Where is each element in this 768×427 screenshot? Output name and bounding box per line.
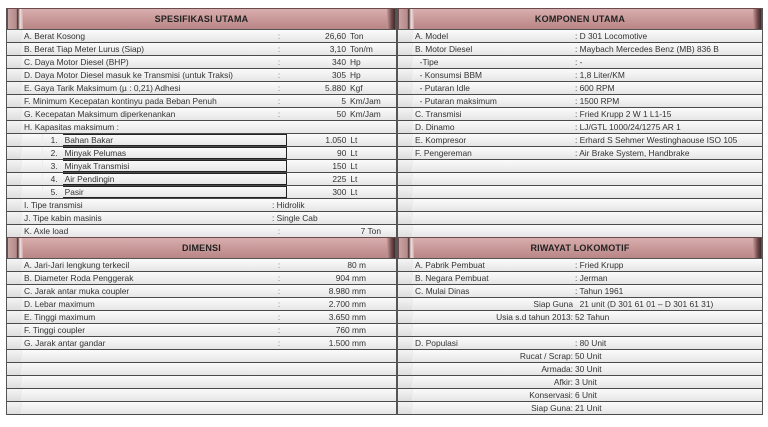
colon — [272, 376, 286, 388]
row-stub — [398, 324, 413, 336]
row-stub — [7, 389, 22, 401]
dimensi-value: 8.980 mm — [328, 286, 366, 296]
spec-label: J. Tipe kabin masinis — [24, 213, 102, 223]
dimensi-label: A. Jari-Jari lengkung terkecil — [24, 260, 130, 270]
komponen-value: : - — [575, 57, 583, 67]
dimensi-title: DIMENSI — [182, 243, 221, 253]
riwayat-value: : Tahun 1961 — [575, 286, 624, 296]
komponen-row — [398, 108, 762, 121]
row-stub — [7, 56, 22, 68]
riwayat-value: 30 Unit — [575, 364, 602, 374]
dimensi-row — [7, 363, 396, 376]
riwayat-label — [413, 324, 575, 336]
spec-unit: Hp — [350, 70, 361, 80]
komponen-row — [398, 160, 762, 173]
komponen-label: - Putaran maksimum — [415, 96, 497, 106]
komponen-label: C. Transmisi — [415, 109, 462, 119]
komponen-title: KOMPONEN UTAMA — [534, 14, 626, 24]
komponen-value: : 1500 RPM — [575, 96, 620, 106]
komponen-value: : 1,8 Liter/KM — [575, 70, 625, 80]
capacity-value: 1.050 — [325, 135, 347, 145]
spec-unit: Ton — [350, 31, 364, 41]
row-stub — [398, 56, 413, 68]
riwayat-value: 21 unit (D 301 61 01 – D 301 61 31) — [575, 299, 714, 309]
row-stub — [398, 363, 413, 375]
capacity-row — [7, 147, 396, 160]
row-stub — [398, 376, 413, 388]
row-stub — [7, 363, 22, 375]
spec-label: H. Kapasitas maksimum : — [24, 122, 119, 132]
colon: : — [277, 57, 281, 67]
spesifikasi-panel — [6, 8, 397, 238]
komponen-row — [398, 30, 762, 43]
row-stub — [398, 199, 413, 211]
capacity-row — [7, 173, 396, 186]
komponen-row — [398, 69, 762, 82]
dimensi-label: E. Tinggi maximum — [24, 312, 96, 322]
colon: : — [277, 44, 281, 54]
capacity-unit: Lt — [350, 187, 358, 197]
dimensi-row — [7, 272, 396, 285]
row-stub — [7, 147, 22, 159]
komponen-value — [575, 212, 755, 224]
dimensi-row — [7, 350, 396, 363]
colon: : — [277, 96, 281, 106]
spec-unit: Hp — [350, 57, 361, 67]
komponen-label: A. Model — [415, 31, 449, 41]
komponen-row — [398, 121, 762, 134]
colon: : — [277, 312, 281, 322]
spec-label: E. Gaya Tarik Maksimum (µ : 0,21) Adhesi — [24, 83, 181, 93]
dimensi-label — [22, 389, 272, 401]
spec-label: A. Berat Kosong — [24, 31, 85, 41]
komponen-value: : LJ/GTL 1000/24/1275 AR 1 — [575, 122, 681, 132]
spec-row — [7, 69, 396, 82]
header-cap-right — [387, 238, 395, 258]
riwayat-value: 52 Tahun — [575, 312, 610, 322]
row-stub — [7, 212, 22, 224]
capacity-value: 90 — [337, 148, 347, 158]
header-cap-right — [387, 9, 395, 29]
riwayat-row — [398, 363, 762, 376]
capacity-label: Minyak Pelumas — [63, 147, 287, 159]
spec-label: B. Berat Tiap Meter Lurus (Siap) — [24, 44, 145, 54]
komponen-row — [398, 147, 762, 160]
row-stub — [398, 134, 413, 146]
header-cap-right — [753, 9, 761, 29]
komponen-row — [398, 95, 762, 108]
row-stub — [7, 186, 22, 198]
spec-value: 3,10 — [329, 44, 346, 54]
row-stub — [7, 173, 22, 185]
riwayat-label: Siap Guna: — [531, 403, 573, 413]
spesifikasi-header — [7, 8, 396, 30]
spec-row — [7, 30, 396, 43]
row-stub — [7, 298, 22, 310]
colon — [272, 121, 286, 133]
dimensi-panel — [6, 237, 397, 415]
dimensi-label — [22, 376, 272, 388]
komponen-label — [413, 212, 575, 224]
dimensi-row — [7, 389, 396, 402]
row-stub — [398, 311, 413, 323]
komponen-header — [398, 8, 762, 30]
row-stub — [398, 225, 413, 237]
capacity-label: Air Pendingin — [63, 173, 287, 185]
row-stub — [398, 212, 413, 224]
spec-label: F. Minimum Kecepatan kontinyu pada Beban Penuh — [24, 96, 217, 106]
riwayat-panel — [397, 237, 763, 415]
row-stub — [22, 147, 43, 159]
riwayat-row — [398, 337, 762, 350]
riwayat-row — [398, 311, 762, 324]
row-stub — [398, 259, 413, 271]
riwayat-row — [398, 285, 762, 298]
spec-value: : Single Cab — [272, 213, 318, 223]
row-stub — [7, 134, 22, 146]
riwayat-value: 6 Unit — [575, 390, 597, 400]
row-stub — [398, 298, 413, 310]
row-stub — [7, 199, 22, 211]
spec-label: G. Kecepatan Maksimum diperkenankan — [24, 109, 176, 119]
riwayat-value — [575, 324, 755, 336]
row-stub — [7, 324, 22, 336]
dimensi-label: F. Tinggi coupler — [24, 325, 85, 335]
colon — [272, 363, 286, 375]
komponen-row — [398, 43, 762, 56]
riwayat-label: Siap Guna — [533, 299, 573, 309]
dimensi-value: 80 m — [347, 260, 366, 270]
row-stub — [398, 285, 413, 297]
spec-row — [7, 95, 396, 108]
riwayat-row — [398, 376, 762, 389]
capacity-row — [7, 186, 396, 199]
spec-label: C. Daya Motor Diesel (BHP) — [24, 57, 129, 67]
riwayat-label: Usia s.d tahun 2013: — [496, 312, 573, 322]
capacity-number: 1. — [50, 135, 58, 145]
colon: : — [277, 31, 281, 41]
dimensi-label — [22, 363, 272, 375]
dimensi-row — [7, 311, 396, 324]
row-stub — [7, 337, 22, 349]
komponen-label: F. Pengereman — [415, 148, 472, 158]
spec-row — [7, 82, 396, 95]
spec-value: 5.880 — [325, 83, 346, 93]
komponen-row — [398, 199, 762, 212]
riwayat-header — [398, 237, 762, 259]
colon — [272, 350, 286, 362]
spec-value: : Hidrolik — [272, 200, 305, 210]
komponen-row — [398, 134, 762, 147]
spec-unit: Km/Jam — [350, 96, 381, 106]
dimensi-value — [286, 402, 366, 414]
komponen-value — [575, 160, 755, 172]
komponen-value — [575, 199, 755, 211]
row-stub — [7, 272, 22, 284]
riwayat-row — [398, 389, 762, 402]
colon: : — [277, 226, 281, 236]
spesifikasi-title: SPESIFIKASI UTAMA — [154, 14, 249, 24]
dimensi-value — [286, 350, 366, 362]
komponen-value: : Air Brake System, Handbrake — [575, 148, 690, 158]
capacity-label: Pasir — [63, 186, 287, 198]
dimensi-value: 1.500 mm — [328, 338, 366, 348]
dimensi-value — [286, 389, 366, 401]
row-stub — [398, 95, 413, 107]
spec-row — [7, 121, 396, 134]
row-stub — [7, 121, 22, 133]
riwayat-label: C. Mulai Dinas — [415, 286, 470, 296]
spec-value: 5 — [341, 96, 346, 106]
komponen-row — [398, 173, 762, 186]
capacity-unit: Lt — [350, 148, 358, 158]
capacity-value: 300 — [332, 187, 347, 197]
spec-row — [7, 212, 396, 225]
row-stub — [398, 108, 413, 120]
row-stub — [398, 147, 413, 159]
row-stub — [7, 160, 22, 172]
row-stub — [7, 285, 22, 297]
dimensi-value: 904 mm — [335, 273, 366, 283]
colon — [272, 402, 286, 414]
riwayat-value: 21 Unit — [575, 403, 602, 413]
row-stub — [7, 402, 22, 414]
row-stub — [7, 69, 22, 81]
riwayat-value: 50 Unit — [575, 351, 602, 361]
dimensi-label: C. Jarak antar muka coupler — [24, 286, 130, 296]
riwayat-value: : Jerman — [575, 273, 608, 283]
komponen-value: : Maybach Mercedes Benz (MB) 836 B — [575, 44, 719, 54]
komponen-label — [413, 186, 575, 198]
riwayat-row — [398, 259, 762, 272]
komponen-label: - Putaran Idle — [415, 83, 470, 93]
row-stub — [398, 337, 413, 349]
spec-label: I. Tipe transmisi — [24, 200, 83, 210]
komponen-label: - Konsumsi BBM — [415, 70, 483, 80]
row-stub — [398, 121, 413, 133]
spec-value: 50 — [336, 109, 346, 119]
capacity-number: 3. — [50, 161, 58, 171]
dimensi-row — [7, 402, 396, 415]
dimensi-value — [286, 376, 366, 388]
dimensi-label: G. Jarak antar gandar — [24, 338, 106, 348]
riwayat-label: D. Populasi — [415, 338, 458, 348]
header-cap-right — [753, 238, 761, 258]
spec-unit: Ton/m — [350, 44, 373, 54]
row-stub — [7, 82, 22, 94]
colon: : — [277, 325, 281, 335]
komponen-row — [398, 82, 762, 95]
spec-value: 340 — [332, 57, 346, 67]
komponen-label: D. Dinamo — [415, 122, 455, 132]
spec-value: 26,60 — [325, 31, 346, 41]
row-stub — [398, 30, 413, 42]
riwayat-row — [398, 272, 762, 285]
row-stub — [7, 108, 22, 120]
capacity-number: 4. — [50, 174, 58, 184]
capacity-unit: Lt — [350, 135, 358, 145]
komponen-row — [398, 186, 762, 199]
colon: : — [277, 299, 281, 309]
komponen-label: B. Motor Diesel — [415, 44, 473, 54]
spec-label: D. Daya Motor Diesel masuk ke Transmisi (untuk Traksi) — [24, 70, 233, 80]
komponen-label: -Tipe — [415, 57, 439, 67]
row-stub — [22, 186, 43, 198]
dimensi-value: 2.700 mm — [328, 299, 366, 309]
komponen-value — [575, 225, 755, 237]
komponen-value — [575, 186, 755, 198]
komponen-label — [413, 173, 575, 185]
komponen-label: E. Kompresor — [415, 135, 467, 145]
dimensi-label: B. Diameter Roda Penggerak — [24, 273, 134, 283]
capacity-label: Minyak Transmisi — [63, 160, 287, 172]
dimensi-label — [22, 350, 272, 362]
spec-row — [7, 108, 396, 121]
riwayat-value: : Fried Krupp — [575, 260, 624, 270]
riwayat-row — [398, 298, 762, 311]
riwayat-label: Konservasi: — [529, 390, 573, 400]
komponen-value: : Fried Krupp 2 W 1 L1-15 — [575, 109, 672, 119]
riwayat-value: 3 Unit — [575, 377, 597, 387]
komponen-value — [575, 173, 755, 185]
row-stub — [7, 225, 22, 237]
spec-row — [7, 43, 396, 56]
axle-label: K. Axle load — [24, 226, 69, 236]
dimensi-row — [7, 376, 396, 389]
riwayat-label: Afkir: — [553, 377, 573, 387]
dimensi-value: 760 mm — [335, 325, 366, 335]
riwayat-row — [398, 324, 762, 337]
dimensi-row — [7, 285, 396, 298]
komponen-value: : D 301 Locomotive — [575, 31, 648, 41]
row-stub — [7, 95, 22, 107]
dimensi-value: 3.650 mm — [328, 312, 366, 322]
row-stub — [398, 186, 413, 198]
colon: : — [277, 260, 281, 270]
capacity-unit: Lt — [350, 161, 358, 171]
komponen-label — [413, 225, 575, 237]
riwayat-label: B. Negara Pembuat — [415, 273, 489, 283]
komponen-row — [398, 56, 762, 69]
dimensi-row — [7, 337, 396, 350]
row-stub — [7, 376, 22, 388]
riwayat-row — [398, 402, 762, 415]
spec-value: 305 — [332, 70, 346, 80]
row-stub — [398, 350, 413, 362]
riwayat-label: Armada: — [541, 364, 573, 374]
row-stub — [398, 43, 413, 55]
row-stub — [398, 173, 413, 185]
dimensi-value — [286, 363, 366, 375]
row-stub — [398, 160, 413, 172]
riwayat-label: A. Pabrik Pembuat — [415, 260, 485, 270]
riwayat-title: RIWAYAT LOKOMOTIF — [530, 243, 630, 253]
colon: : — [277, 338, 281, 348]
row-stub — [398, 402, 413, 414]
colon: : — [277, 273, 281, 283]
spec-unit: Kgf — [350, 83, 363, 93]
colon: : — [277, 83, 281, 93]
capacity-row — [7, 134, 396, 147]
capacity-unit: Lt — [350, 174, 358, 184]
row-stub — [22, 173, 43, 185]
row-stub — [7, 311, 22, 323]
colon — [272, 389, 286, 401]
axle-value: 7 Ton — [360, 226, 381, 236]
riwayat-value: : 80 Unit — [575, 338, 607, 348]
spec-row — [7, 199, 396, 212]
row-stub — [398, 389, 413, 401]
capacity-number: 2. — [50, 148, 58, 158]
komponen-value: : 600 RPM — [575, 83, 615, 93]
dimensi-header — [7, 237, 396, 259]
row-stub — [22, 160, 43, 172]
dimensi-row — [7, 324, 396, 337]
komponen-panel — [397, 8, 763, 238]
spec-unit — [346, 121, 396, 133]
row-stub — [7, 30, 22, 42]
row-stub — [22, 134, 43, 146]
capacity-value: 150 — [332, 161, 347, 171]
spec-value — [286, 121, 346, 133]
komponen-label — [413, 160, 575, 172]
komponen-row — [398, 212, 762, 225]
komponen-value: : Erhard S Sehmer Westinghaouse ISO 105 — [575, 135, 738, 145]
dimensi-label — [22, 402, 272, 414]
colon: : — [277, 70, 281, 80]
row-stub — [7, 43, 22, 55]
capacity-value: 225 — [332, 174, 347, 184]
row-stub — [7, 350, 22, 362]
spec-unit: Km/Jam — [350, 109, 381, 119]
row-stub — [7, 259, 22, 271]
riwayat-row — [398, 350, 762, 363]
komponen-label — [413, 199, 575, 211]
spec-row — [7, 56, 396, 69]
colon: : — [277, 286, 281, 296]
capacity-label: Bahan Bakar — [63, 134, 287, 146]
capacity-number: 5. — [50, 187, 58, 197]
capacity-row — [7, 160, 396, 173]
dimensi-row — [7, 259, 396, 272]
row-stub — [398, 272, 413, 284]
colon: : — [277, 109, 281, 119]
dimensi-label: D. Lebar maximum — [24, 299, 95, 309]
dimensi-row — [7, 298, 396, 311]
riwayat-label: Rucat / Scrap: — [519, 351, 573, 361]
row-stub — [398, 69, 413, 81]
row-stub — [398, 82, 413, 94]
